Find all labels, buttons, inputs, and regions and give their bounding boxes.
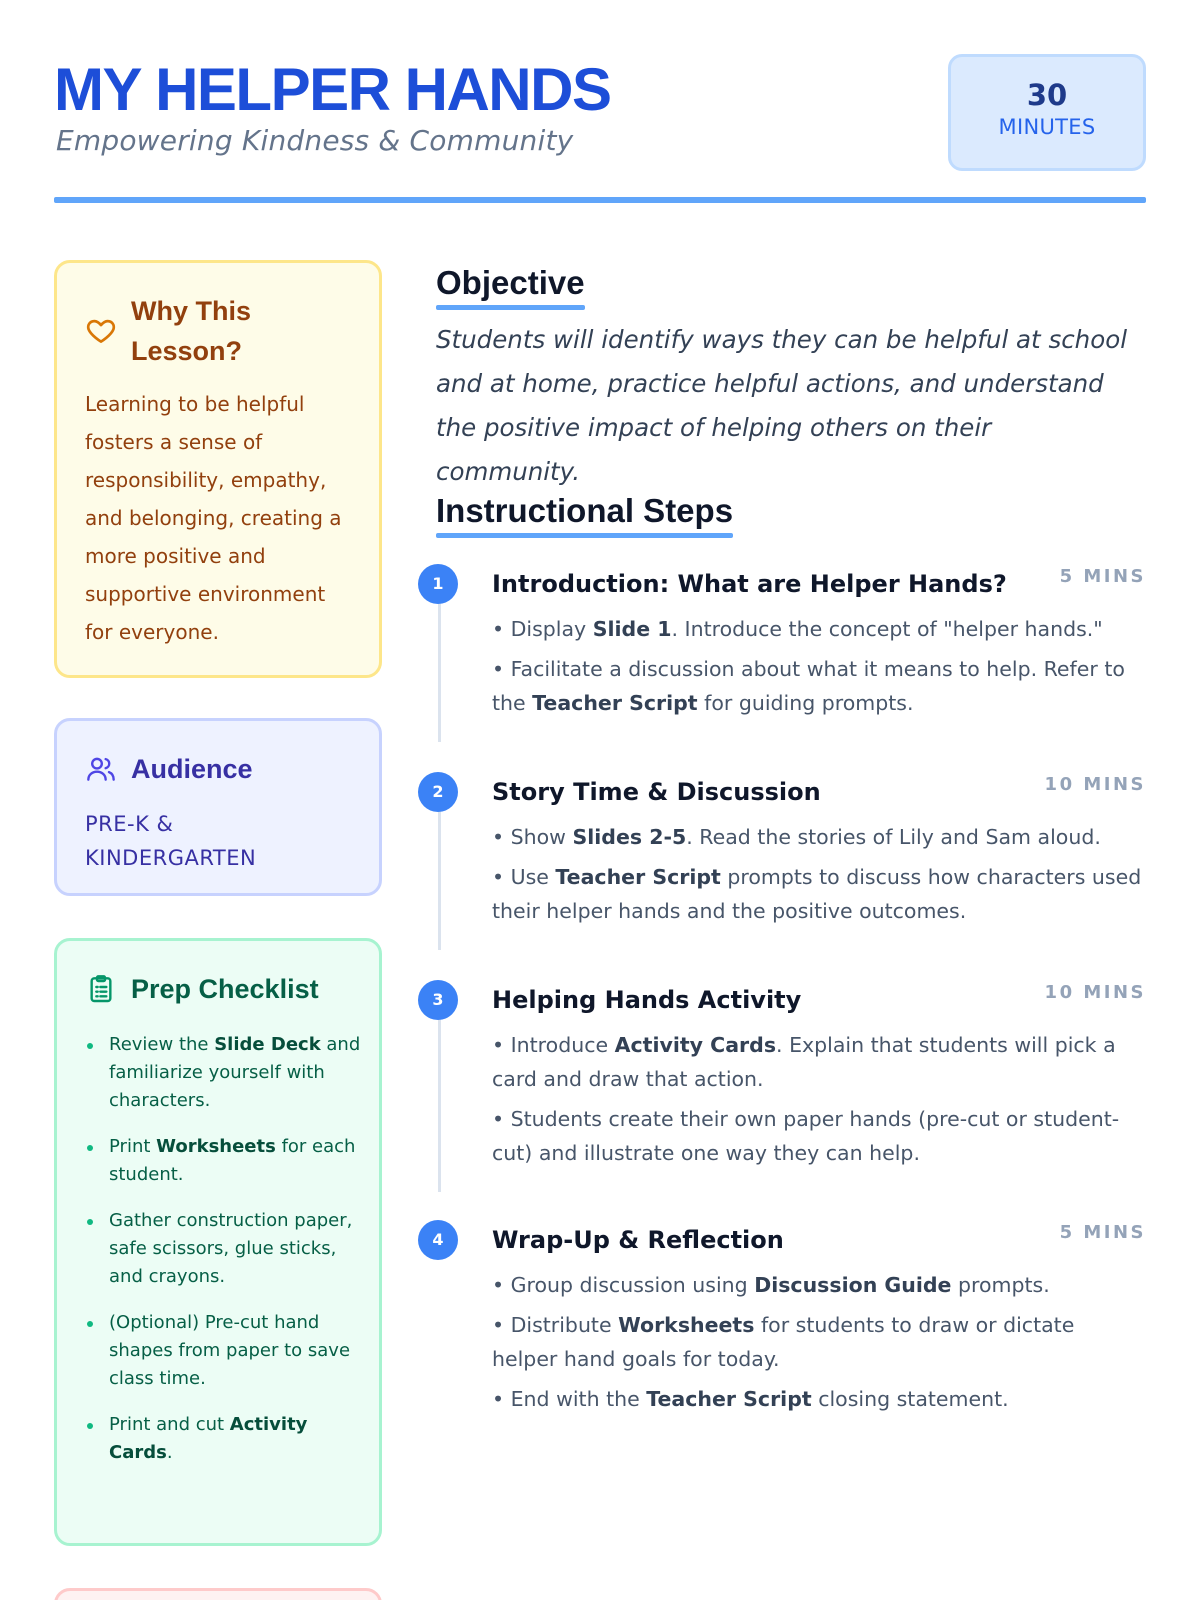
step-bullet: • Students create their own paper hands (pre-cut or student-cut) and illustrate one way they can help. bbox=[492, 1107, 1120, 1165]
instructional-steps-heading: Instructional Steps bbox=[436, 490, 733, 532]
prep-checklist-card bbox=[54, 938, 382, 1546]
step-bullet: • Distribute Worksheets for students to draw or dictate helper hand goals for today. bbox=[492, 1313, 1075, 1371]
prep-checklist bbox=[85, 1031, 361, 1485]
step-duration: 5 MINS bbox=[1059, 566, 1146, 587]
step-bullet: • Show Slides 2-5. Read the stories of Lily and Sam aloud. bbox=[492, 825, 1101, 849]
step-bullet: • Group discussion using Discussion Guide prompts. bbox=[492, 1273, 1050, 1297]
step-number: 1 bbox=[418, 564, 458, 604]
clipboard-icon bbox=[85, 973, 117, 1005]
step-bullet: • Facilitate a discussion about what it means to help. Refer to the Teacher Script for guiding prompts. bbox=[492, 657, 1125, 715]
users-icon bbox=[85, 753, 117, 785]
checklist-item: Print Worksheets for each student. bbox=[85, 1133, 361, 1189]
step-bullet: • End with the Teacher Script closing statement. bbox=[492, 1387, 1009, 1411]
timeline-connector bbox=[438, 1016, 441, 1192]
audience-title: Audience bbox=[131, 754, 253, 784]
step-number: 4 bbox=[418, 1220, 458, 1260]
step-number: 3 bbox=[418, 980, 458, 1020]
step-title: Story Time & Discussion bbox=[492, 778, 821, 806]
step-title: Helping Hands Activity bbox=[492, 986, 802, 1014]
checklist-item: Print and cut Activity Cards. bbox=[85, 1411, 361, 1467]
duration-unit: MINUTES bbox=[998, 115, 1096, 139]
lesson-subtitle: Empowering Kindness & Community bbox=[56, 124, 574, 157]
objective-text: Students will identify ways they can be helpful at school and at home, practice helpful actions, and understand the positive impact of helping others on their community. bbox=[436, 325, 1128, 486]
prep-checklist-title: Prep Checklist bbox=[131, 974, 319, 1004]
why-card bbox=[54, 260, 382, 678]
audience-text: PRE-K & KINDERGARTEN bbox=[85, 812, 257, 870]
checklist-item: Gather construction paper, safe scissors, glue sticks, and crayons. bbox=[85, 1207, 361, 1291]
step-title: Wrap-Up & Reflection bbox=[492, 1226, 784, 1254]
timeline-connector bbox=[438, 808, 441, 950]
header-divider bbox=[54, 197, 1146, 203]
duration-value: 30 bbox=[1026, 78, 1068, 112]
why-title: Why This Lesson? bbox=[131, 296, 251, 366]
audience-card bbox=[54, 718, 382, 896]
step-bullets bbox=[492, 1268, 1146, 1422]
step-duration: 5 MINS bbox=[1059, 1222, 1146, 1243]
duration-badge bbox=[948, 54, 1146, 171]
step-bullets bbox=[492, 612, 1146, 726]
step-duration: 10 MINS bbox=[1044, 982, 1146, 1003]
step-bullets bbox=[492, 1028, 1146, 1176]
checklist-item: Review the Slide Deck and familiarize yourself with characters. bbox=[85, 1031, 361, 1115]
lesson-header bbox=[54, 50, 1146, 202]
step-title: Introduction: What are Helper Hands? bbox=[492, 570, 1007, 598]
why-text: Learning to be helpful fosters a sense of responsibility, empathy, and belonging, creating a more positive and supportive environment for everyone. bbox=[85, 392, 342, 644]
step-duration: 10 MINS bbox=[1044, 774, 1146, 795]
lesson-title: MY HELPER HANDS bbox=[54, 56, 611, 123]
checklist-item: (Optional) Pre-cut hand shapes from paper to save class time. bbox=[85, 1309, 361, 1393]
step-bullets bbox=[492, 820, 1146, 934]
timeline-connector bbox=[438, 600, 441, 742]
heart-icon bbox=[85, 315, 117, 347]
step-bullet: • Introduce Activity Cards. Explain that students will pick a card and draw that action. bbox=[492, 1033, 1116, 1091]
step-number: 2 bbox=[418, 772, 458, 812]
step-bullet: • Display Slide 1. Introduce the concept of "helper hands." bbox=[492, 617, 1103, 641]
step-bullet: • Use Teacher Script prompts to discuss how characters used their helper hands and the positive outcomes. bbox=[492, 865, 1142, 923]
next-card-partial bbox=[54, 1588, 382, 1600]
objective-heading: Objective bbox=[436, 262, 585, 304]
